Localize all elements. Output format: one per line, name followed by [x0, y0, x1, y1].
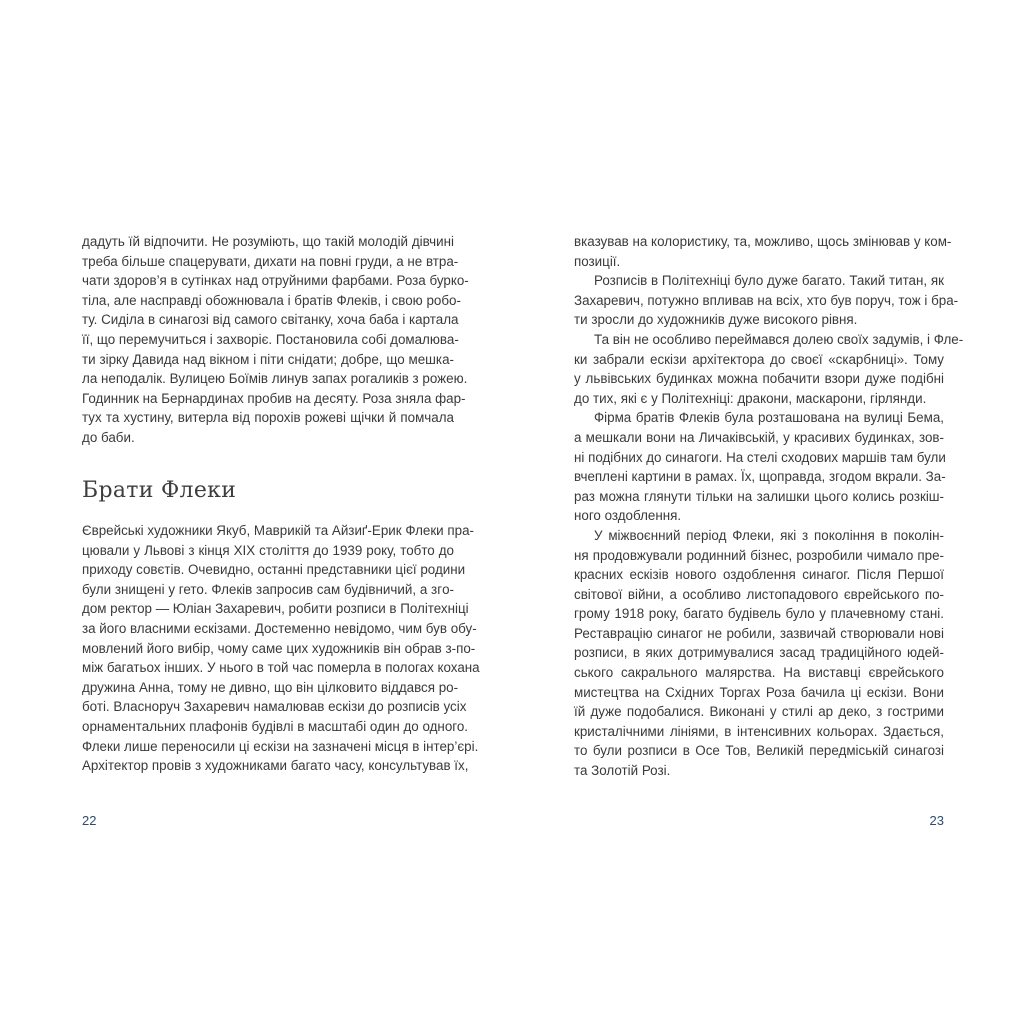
- text-line: розписи, в яких дотримувалися засад традиційного юдей-: [574, 645, 944, 661]
- text-line: цювали у Львові з кінця XIX століття до 1939 року, тобто до: [82, 542, 454, 558]
- text-line: треба більше спацерувати, дихати на повні груди, а не втра-: [82, 253, 459, 269]
- text-line: раз можна глянути тільки на залишки цього колись розкіш-: [574, 488, 944, 504]
- text-line: Годинник на Бернардинах пробив на десяту. Роза зняла фар-: [82, 390, 466, 406]
- text-line: ла неподалік. Вулицею Боїмів линув запах рогаликів з рожею.: [82, 371, 468, 387]
- text-line: Єврейські художники Якуб, Маврикій та Айзиґ-Ерик Флеки пра-: [82, 523, 474, 538]
- right-page: [574, 0, 964, 1024]
- text-line: Захаревич, потужно впливав на всіх, хто був поруч, тож і бра-: [574, 292, 959, 308]
- text-line: У міжвоєнний період Флеки, які з покоління в поколін-: [594, 527, 944, 543]
- text-line: були знищені у гето. Флеків запросив сам будівничий, а згo-: [82, 581, 454, 597]
- text-line: вчеплені картини в рамах. Їх, щоправда, згодом вкрали. За-: [574, 469, 946, 485]
- text-line: тіла, але насправді обожнювала і братів Флеків, і свою робо-: [82, 292, 461, 308]
- text-line: орнаментальних плафонів будівлі в масштабі один до одного.: [82, 718, 469, 734]
- text-line: позиції.: [574, 253, 621, 269]
- text-line: боті. Власноруч Захаревич намалював ескізи до розписів усіх: [82, 699, 467, 715]
- text-line: дом ректор — Юліан Захаревич, робити розписи в Політехніці: [82, 601, 469, 617]
- text-line: за його власними ескізами. Достеменно невідомо, чим був обу-: [82, 620, 477, 636]
- text-line: чати здоров’я в сутінках над отруйними фарбами. Роза бурко-: [82, 273, 469, 289]
- text-line: ту. Сиділа в синагозі від самого світанку, хоча баба і картала: [82, 312, 459, 328]
- text-line: мовлений його вибір, чому саме цих художників він обрав з-по-: [82, 640, 476, 656]
- text-line: їй дуже подобалися. Виконані у стилі ар деко, з гострими: [574, 704, 944, 720]
- text-line: дадуть їй відпочити. Не розуміють, що такій молодій дівчині: [82, 234, 454, 249]
- text-line: дружина Анна, тому не дивно, що він цілковито віддався ро-: [82, 679, 459, 695]
- text-line: красних ескізів нового оздоблення синагог. Після Першої: [574, 567, 944, 583]
- paragraph-rosa: [82, 232, 469, 448]
- text-line: Флеки лише переносили ці ескізи на зазначені місця в інтер’єрі.: [82, 738, 479, 754]
- text-line: світової війни, а особливо листопадового єврейського по-: [574, 586, 944, 602]
- text-line: Розписів в Політехніці було дуже багато. Такий титан, як: [594, 273, 944, 289]
- left-page: [82, 0, 480, 1024]
- text-line: між багатьох інших. У нього в той час померла в пологах кохана: [82, 660, 480, 676]
- text-line: вказував на колористику, та, можливо, щось змінював у ком-: [574, 234, 952, 249]
- text-line: тух та хустину, витерла від порохів рожеві щічки й помчала: [82, 410, 454, 426]
- text-line: то були розписи в Осе Тов, Великій передміській синагозі: [574, 743, 944, 759]
- text-line: Реставрацію синагог не робили, зазвичай створювали нові: [574, 625, 944, 641]
- text-line: ні подібних до синагоги. На стелі сходових маршів там були: [574, 449, 946, 465]
- text-line: її, що перемучиться і захворіє. Постановила собі домалюва-: [82, 331, 459, 347]
- text-line: та Золотій Розі.: [574, 763, 671, 779]
- text-line: у львівських будинках можна побачити взори дуже подібні: [574, 371, 944, 387]
- text-line: грому 1918 року, багато будівель було у плачевному стані.: [574, 606, 944, 622]
- text-line: Фірма братів Флеків була розташована на вулиці Бема,: [594, 410, 944, 426]
- text-line: а мешкали вони на Личаківській, у красивих будинках, зов-: [574, 429, 944, 445]
- right-page-text: [574, 232, 964, 781]
- text-line: до тих, які є у Політехніці: дракони, маскарони, гірлянди.: [574, 390, 927, 406]
- text-line: ського сакрального малярства. На виставці єврейського: [574, 665, 944, 681]
- text-line: Архітектор провів з художниками багато часу, консультував їх,: [82, 758, 469, 774]
- text-line: ки забрали ескізи архітектора до своєї «скарбниці». Тому: [574, 351, 944, 367]
- page-number-left: 22: [82, 813, 97, 828]
- text-line: ного оздоблення.: [574, 508, 682, 524]
- section-heading: Брати Флеки: [82, 478, 237, 503]
- page-number-right: 23: [929, 813, 944, 828]
- text-line: ти зірку Давида над вікном і піти снідати; добре, що мешка-: [82, 351, 454, 367]
- text-line: ня продовжували родинний бізнес, розробили чимало пре-: [574, 547, 944, 563]
- text-line: ти зросли до художників дуже високого рівня.: [574, 312, 858, 328]
- paragraph-flecks: [82, 521, 480, 776]
- text-line: кристалічними лініями, в інтенсивних кольорах. Здається,: [574, 723, 944, 739]
- text-line: приходу совєтів. Очевидно, останні представники цієї родини: [82, 562, 466, 578]
- text-line: до баби.: [82, 429, 135, 445]
- text-line: мистецтва на Східних Торгах Роза бачила ці ескізи. Вони: [574, 684, 944, 700]
- text-line: Та він не особливо переймався долею своїх задумів, і Флe-: [594, 331, 964, 347]
